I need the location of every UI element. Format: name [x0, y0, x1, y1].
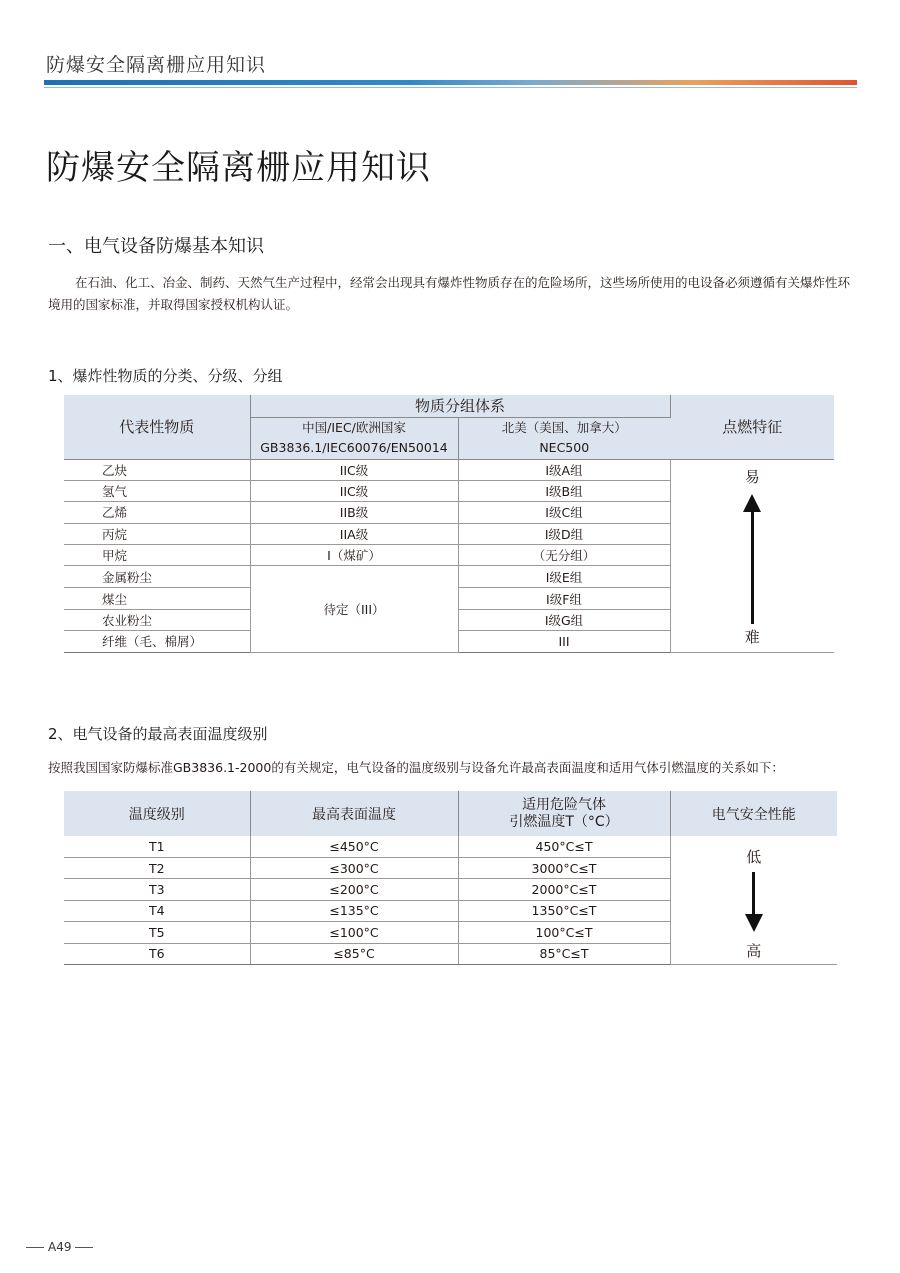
ignition-hard-label: 难 [744, 627, 760, 646]
ignition-scale [670, 459, 834, 652]
header-max-surface-temp: 最高表面温度 [250, 791, 458, 836]
temperature-note: 按照我国国家防爆标准GB3836.1-2000的有关规定，电气设备的温度级别与设备允许最高表面温度和适用气体引燃温度的关系如下： [48, 760, 784, 775]
header-china-line1: 中国/IEC/欧洲国家 [302, 420, 406, 435]
temp-class-cell: T1 [64, 836, 250, 857]
subsection-heading-1: 1、爆炸性物质的分类、分级、分组 [48, 367, 283, 385]
header-china-line2: GB3836.1/IEC60076/EN50014 [260, 440, 448, 455]
substance-cell: 农业粉尘 [64, 609, 250, 630]
china-class-cell: IIC级 [250, 459, 458, 480]
max-temp-cell: ≤450°C [250, 836, 458, 857]
substance-cell: 丙烷 [64, 523, 250, 544]
substance-cell: 煤尘 [64, 588, 250, 609]
substance-cell: 甲烷 [64, 545, 250, 566]
header-na-line2: NEC500 [539, 440, 590, 455]
na-class-cell: I级A组 [458, 459, 670, 480]
temp-class-cell: T4 [64, 900, 250, 921]
substance-cell: 纤维（毛、棉屑） [64, 631, 250, 652]
gas-temp-cell: 3000°C≤T [458, 857, 670, 878]
header-north-america-standard [458, 417, 670, 459]
gas-temp-cell: 85°C≤T [458, 943, 670, 964]
running-header-title: 防爆安全隔离栅应用知识 [46, 54, 267, 76]
substance-cell: 乙炔 [64, 459, 250, 480]
china-class-cell: IIB级 [250, 502, 458, 523]
arrow-shaft [752, 872, 755, 914]
max-temp-cell: ≤85°C [250, 943, 458, 964]
substance-cell: 氢气 [64, 480, 250, 501]
gas-temp-cell: 450°C≤T [458, 836, 670, 857]
gas-temp-cell: 1350°C≤T [458, 900, 670, 921]
header-group-system: 物质分组体系 [250, 395, 670, 417]
temperature-class-table [64, 791, 837, 965]
header-china-standard [250, 417, 458, 459]
header-ignition: 点燃特征 [670, 395, 834, 459]
substance-cell: 乙烯 [64, 502, 250, 523]
header-safety-performance: 电气安全性能 [670, 791, 837, 836]
max-temp-cell: ≤300°C [250, 857, 458, 878]
na-class-cell: I级D组 [458, 523, 670, 544]
na-class-cell: I级C组 [458, 502, 670, 523]
temp-class-cell: T6 [64, 943, 250, 964]
china-class-cell: I（煤矿） [250, 545, 458, 566]
max-temp-cell: ≤100°C [250, 922, 458, 943]
arrow-down-icon [745, 914, 763, 932]
page-footer [22, 1240, 97, 1254]
na-class-cell: I级F组 [458, 588, 670, 609]
temp-class-cell: T3 [64, 879, 250, 900]
arrow-shaft [751, 510, 754, 624]
header-substance: 代表性物质 [64, 395, 250, 459]
china-class-cell: IIA级 [250, 523, 458, 544]
gas-temp-cell: 100°C≤T [458, 922, 670, 943]
na-class-cell: I级E组 [458, 566, 670, 588]
na-class-cell: （无分组） [458, 545, 670, 566]
table-row [64, 459, 834, 480]
footer-dash-right [75, 1247, 93, 1248]
na-class-cell: I级B组 [458, 480, 670, 501]
subsection-heading-2: 2、电气设备的最高表面温度级别 [48, 725, 268, 743]
header-divider [44, 87, 857, 88]
gas-temp-cell: 2000°C≤T [458, 879, 670, 900]
table-row [64, 836, 837, 857]
substance-cell: 金属粉尘 [64, 566, 250, 588]
header-gas-line2: 引燃温度T（°C） [509, 813, 619, 830]
page-title: 防爆安全隔离栅应用知识 [46, 148, 431, 188]
header-gas-line1: 适用危险气体 [522, 796, 606, 813]
page-number: A49 [48, 1240, 72, 1254]
temp-class-cell: T5 [64, 922, 250, 943]
header-temp-class: 温度级别 [64, 791, 250, 836]
intro-paragraph: 在石油、化工、冶金、制药、天然气生产过程中，经常会出现具有爆炸性物质存在的危险场所，这些场所使用的电设备必须遵循有关爆炸性环境用的国家标准，并取得国家授权机构认证。 [48, 275, 851, 312]
safety-high-label: 高 [746, 942, 762, 960]
safety-low-label: 低 [746, 848, 762, 866]
china-class-cell: IIC级 [250, 480, 458, 501]
header-gas-ignition-temp [458, 791, 670, 836]
ignition-easy-label: 易 [744, 467, 760, 486]
na-class-cell: I级G组 [458, 609, 670, 630]
pending-class-cell: 待定（III） [250, 566, 458, 652]
temp-class-cell: T2 [64, 857, 250, 878]
header-na-line1: 北美（美国、加拿大） [501, 420, 627, 435]
explosive-substance-table [64, 395, 834, 653]
max-temp-cell: ≤200°C [250, 879, 458, 900]
na-class-cell: III [458, 631, 670, 652]
max-temp-cell: ≤135°C [250, 900, 458, 921]
header-gradient-bar [44, 80, 857, 85]
footer-dash-left [26, 1247, 44, 1248]
safety-scale [670, 836, 837, 965]
section-heading: 一、电气设备防爆基本知识 [48, 236, 264, 257]
